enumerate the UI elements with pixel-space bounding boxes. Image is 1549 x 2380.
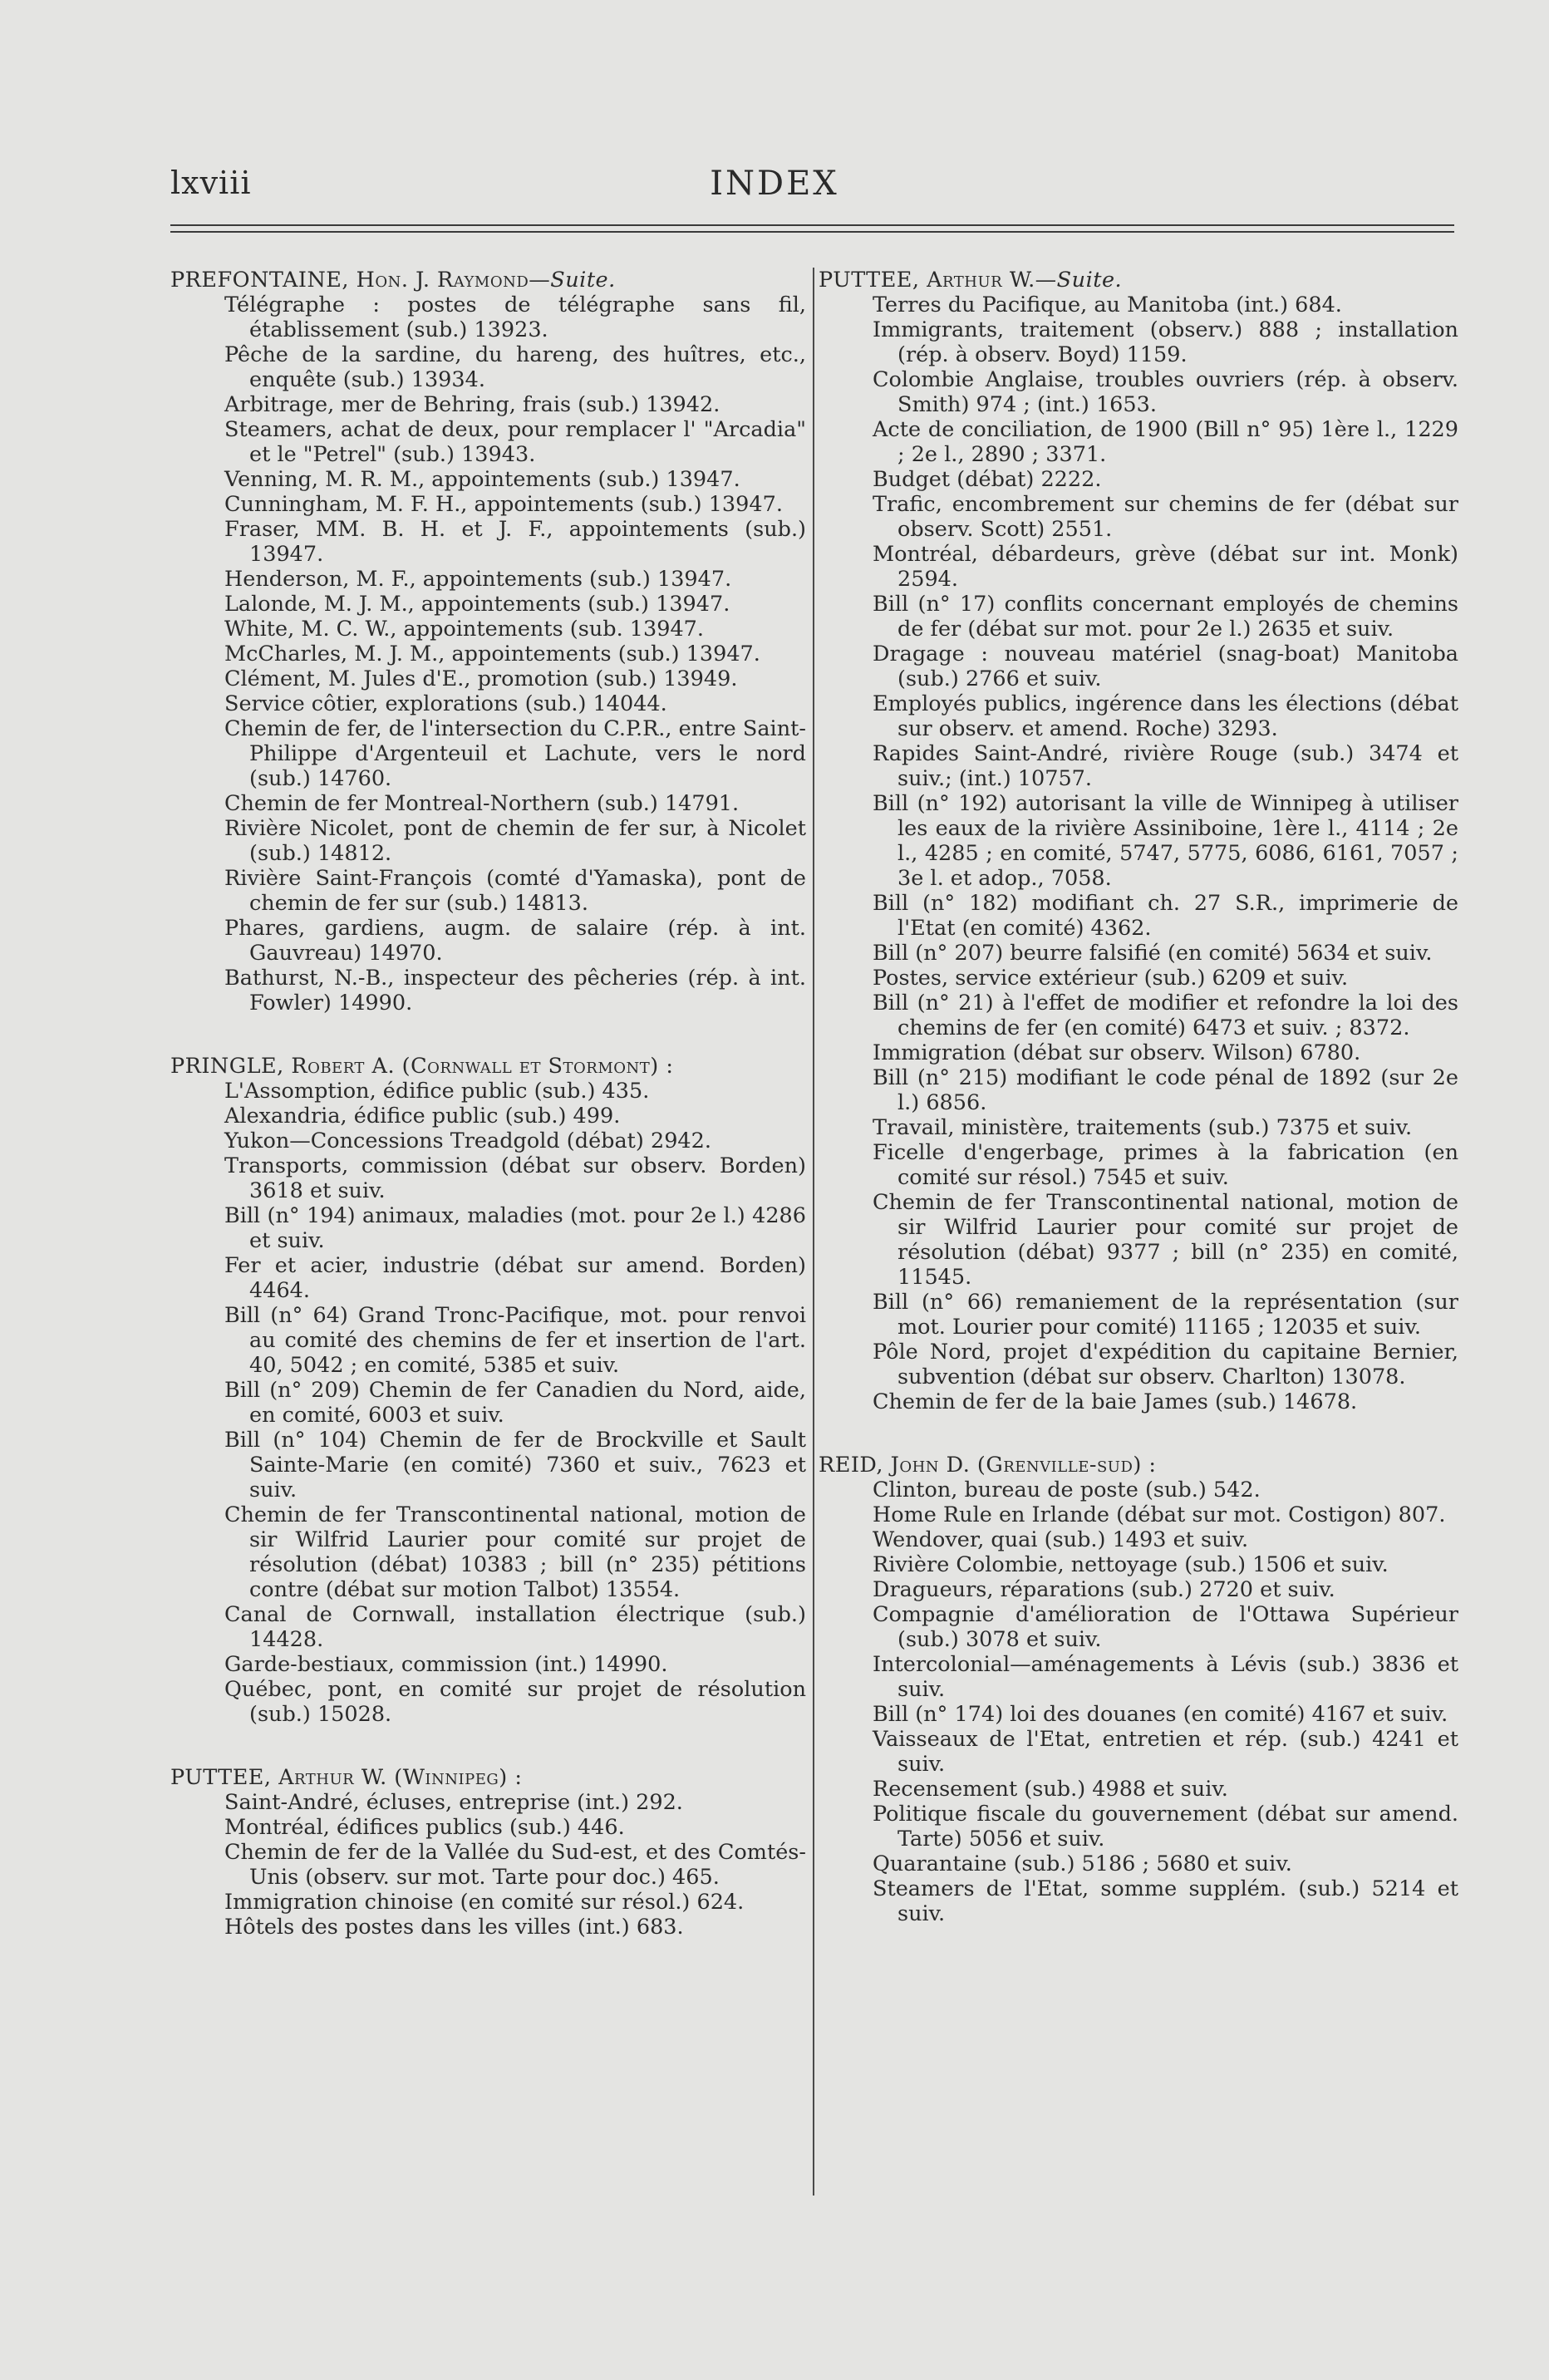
index-subentry: Employés publics, ingérence dans les élections (débat sur observ. et amend. Roche) 3293. xyxy=(873,691,1458,741)
index-subentry: Home Rule en Irlande (débat sur mot. Costigon) 807. xyxy=(873,1502,1446,1527)
entry-heading xyxy=(819,268,1458,293)
index-subentry: L'Assomption, édifice public (sub.) 435. xyxy=(224,1079,650,1104)
index-subentry: Yukon—Concessions Treadgold (débat) 2942. xyxy=(224,1129,711,1153)
entry-name: PUTTEE, Arthur W. (Winnipeg) : xyxy=(170,1765,523,1790)
index-subentry: Bill (n° 104) Chemin de fer de Brockville et Sault Sainte-Marie (en comité) 7360 et suiv., 7623 et suiv. xyxy=(224,1428,806,1502)
index-subentry: Garde-bestiaux, commission (int.) 14990. xyxy=(224,1652,668,1677)
index-subentry: Immigration (débat sur observ. Wilson) 6780. xyxy=(873,1040,1361,1065)
index-subentry: Pôle Nord, projet d'expédition du capitaine Bernier, subvention (débat sur observ. Charlton) 13078. xyxy=(873,1340,1458,1389)
left-column xyxy=(170,268,806,1978)
index-subentry: Travail, ministère, traitements (sub.) 7375 et suiv. xyxy=(873,1115,1413,1140)
index-subentry: Ficelle d'engerbage, primes à la fabrication (en comité sur résol.) 7545 et suiv. xyxy=(873,1140,1458,1190)
entry-continued-label: Suite. xyxy=(1056,268,1123,293)
index-subentry: Bill (n° 209) Chemin de fer Canadien du Nord, aide, en comité, 6003 et suiv. xyxy=(224,1378,806,1428)
index-subentry: Bill (n° 207) beurre falsifié (en comité) 5634 et suiv. xyxy=(873,941,1433,966)
index-subentry: Rivière Saint-François (comté d'Yamaska), pont de chemin de fer sur (sub.) 14813. xyxy=(224,866,806,916)
index-subentry: Transports, commission (débat sur observ. Borden) 3618 et suiv. xyxy=(224,1153,806,1203)
index-subentry: Service côtier, explorations (sub.) 14044. xyxy=(224,691,667,716)
entry-name: PUTTEE, Arthur W.— xyxy=(819,268,1057,293)
index-subentry: Henderson, M. F., appointements (sub.) 13947. xyxy=(224,567,732,592)
index-subentry: Venning, M. R. M., appointements (sub.) 13947. xyxy=(224,467,740,492)
index-subentry: Steamers, achat de deux, pour remplacer l' "Arcadia" et le "Petrel" (sub.) 13943. xyxy=(224,417,806,467)
index-subentry: Montréal, débardeurs, grève (débat sur int. Monk) 2594. xyxy=(873,542,1458,592)
header-double-rule xyxy=(170,224,1454,234)
entry-name: REID, John D. (Grenville-sud) : xyxy=(819,1453,1157,1478)
index-subentry: Alexandria, édifice public (sub.) 499. xyxy=(224,1104,621,1129)
entry-continued-label: Suite. xyxy=(550,268,616,293)
index-subentry: Trafic, encombrement sur chemins de fer (débat sur observ. Scott) 2551. xyxy=(873,492,1458,542)
index-subentry: Bill (n° 174) loi des douanes (en comité) 4167 et suiv. xyxy=(873,1702,1448,1727)
index-subentry: Postes, service extérieur (sub.) 6209 et suiv. xyxy=(873,966,1349,991)
column-divider xyxy=(813,268,814,2196)
index-entry xyxy=(819,268,1458,1414)
index-subentry: Steamers de l'Etat, somme supplém. (sub.) 5214 et suiv. xyxy=(873,1876,1458,1926)
index-subentry: Bill (n° 17) conflits concernant employés de chemins de fer (débat sur mot. pour 2e l.) 2635 et suiv. xyxy=(873,592,1458,642)
index-entry xyxy=(170,1054,806,1727)
index-subentry: Intercolonial—aménagements à Lévis (sub.) 3836 et suiv. xyxy=(873,1652,1458,1702)
index-subentry: Cunningham, M. F. H., appointements (sub.) 13947. xyxy=(224,492,783,517)
index-subentry: McCharles, M. J. M., appointements (sub.) 13947. xyxy=(224,642,760,666)
index-subentry: Rivière Colombie, nettoyage (sub.) 1506 et suiv. xyxy=(873,1552,1389,1577)
index-subentry: Bathurst, N.-B., inspecteur des pêcheries (rép. à int. Fowler) 14990. xyxy=(224,966,806,1015)
index-subentry: Quarantaine (sub.) 5186 ; 5680 et suiv. xyxy=(873,1851,1292,1876)
index-subentry: Phares, gardiens, augm. de salaire (rép. à int. Gauvreau) 14970. xyxy=(224,916,806,966)
right-column xyxy=(819,268,1458,1964)
index-subentry: Bill (n° 215) modifiant le code pénal de 1892 (sur 2e l.) 6856. xyxy=(873,1065,1458,1115)
index-subentry: Chemin de fer de la Vallée du Sud-est, et des Comtés-Unis (observ. sur mot. Tarte pour doc.) 465. xyxy=(224,1840,806,1890)
index-subentry: Arbitrage, mer de Behring, frais (sub.) 13942. xyxy=(224,392,720,417)
entry-heading xyxy=(170,268,806,293)
index-subentry: Clément, M. Jules d'E., promotion (sub.) 13949. xyxy=(224,666,738,691)
index-subentry: Canal de Cornwall, installation électrique (sub.) 14428. xyxy=(224,1602,806,1652)
index-subentry: Fraser, MM. B. H. et J. F., appointements (sub.) 13947. xyxy=(224,517,806,567)
index-entry xyxy=(170,268,806,1015)
entry-heading xyxy=(170,1054,806,1079)
index-subentry: Saint-André, écluses, entreprise (int.) 292. xyxy=(224,1790,683,1815)
entry-name: PREFONTAINE, Hon. J. Raymond— xyxy=(170,268,551,293)
index-subentry: Immigration chinoise (en comité sur résol.) 624. xyxy=(224,1890,745,1915)
entry-heading xyxy=(819,1453,1458,1478)
index-subentry: Budget (débat) 2222. xyxy=(873,467,1102,492)
index-subentry: Chemin de fer de la baie James (sub.) 14678. xyxy=(873,1389,1358,1414)
index-subentry: Pêche de la sardine, du hareng, des huîtres, etc., enquête (sub.) 13934. xyxy=(224,342,806,392)
running-title: INDEX xyxy=(710,165,839,203)
index-entry xyxy=(819,1453,1458,1926)
index-subentry: Lalonde, M. J. M., appointements (sub.) 13947. xyxy=(224,592,730,617)
index-subentry: Bill (n° 182) modifiant ch. 27 S.R., imprimerie de l'Etat (en comité) 4362. xyxy=(873,891,1458,941)
index-subentry: Chemin de fer Transcontinental national, motion de sir Wilfrid Laurier pour comité sur projet de résolution (débat) 10383 ; bill (n° 235) pétitions contre (débat sur motion Talbot) 13554. xyxy=(224,1502,806,1602)
index-subentry: Bill (n° 192) autorisant la ville de Winnipeg à utiliser les eaux de la rivière Assiniboine, 1ère l., 4114 ; 2e l., 4285 ; en comité, 5747, 5775, 6086, 6161, 7057 ; 3e l. et adop., 7058. xyxy=(873,791,1458,891)
index-subentry: Rivière Nicolet, pont de chemin de fer sur, à Nicolet (sub.) 14812. xyxy=(224,816,806,866)
index-subentry: Colombie Anglaise, troubles ouvriers (rép. à observ. Smith) 974 ; (int.) 1653. xyxy=(873,367,1458,417)
index-subentry: Rapides Saint-André, rivière Rouge (sub.) 3474 et suiv.; (int.) 10757. xyxy=(873,741,1458,791)
index-subentry: Compagnie d'amélioration de l'Ottawa Supérieur (sub.) 3078 et suiv. xyxy=(873,1602,1458,1652)
index-subentry: Bill (n° 64) Grand Tronc-Pacifique, mot. pour renvoi au comité des chemins de fer et insertion de l'art. 40, 5042 ; en comité, 5385 et suiv. xyxy=(224,1303,806,1378)
index-subentry: Hôtels des postes dans les villes (int.) 683. xyxy=(224,1915,684,1940)
index-subentry: Wendover, quai (sub.) 1493 et suiv. xyxy=(873,1527,1249,1552)
index-subentry: Dragueurs, réparations (sub.) 2720 et suiv. xyxy=(873,1577,1335,1602)
index-subentry: Acte de conciliation, de 1900 (Bill n° 95) 1ère l., 1229 ; 2e l., 2890 ; 3371. xyxy=(873,417,1458,467)
index-subentry: Bill (n° 66) remaniement de la représentation (sur mot. Lourier pour comité) 11165 ; 12035 et suiv. xyxy=(873,1290,1458,1340)
index-subentry: Dragage : nouveau matériel (snag-boat) Manitoba (sub.) 2766 et suiv. xyxy=(873,642,1458,691)
index-subentry: Fer et acier, industrie (débat sur amend. Borden) 4464. xyxy=(224,1253,806,1303)
index-entry xyxy=(170,1765,806,1940)
index-subentry: Clinton, bureau de poste (sub.) 542. xyxy=(873,1478,1261,1502)
index-subentry: White, M. C. W., appointements (sub. 13947. xyxy=(224,617,705,642)
index-subentry: Vaisseaux de l'Etat, entretien et rép. (sub.) 4241 et suiv. xyxy=(873,1727,1458,1777)
index-subentry: Chemin de fer Montreal-Northern (sub.) 14791. xyxy=(224,791,740,816)
index-subentry: Montréal, édifices publics (sub.) 446. xyxy=(224,1815,625,1840)
index-subentry: Télégraphe : postes de télégraphe sans fil, établissement (sub.) 13923. xyxy=(224,293,806,342)
entry-heading xyxy=(170,1765,806,1790)
index-subentry: Chemin de fer, de l'intersection du C.P.R., entre Saint-Philippe d'Argenteuil et Lachute, vers le nord (sub.) 14760. xyxy=(224,716,806,791)
index-subentry: Québec, pont, en comité sur projet de résolution (sub.) 15028. xyxy=(224,1677,806,1727)
index-subentry: Immigrants, traitement (observ.) 888 ; installation (rép. à observ. Boyd) 1159. xyxy=(873,317,1458,367)
index-subentry: Chemin de fer Transcontinental national, motion de sir Wilfrid Laurier pour comité sur projet de résolution (débat) 9377 ; bill (n° 235) en comité, 11545. xyxy=(873,1190,1458,1290)
index-subentry: Recensement (sub.) 4988 et suiv. xyxy=(873,1777,1228,1802)
index-subentry: Politique fiscale du gouvernement (débat sur amend. Tarte) 5056 et suiv. xyxy=(873,1802,1458,1851)
index-subentry: Terres du Pacifique, au Manitoba (int.) 684. xyxy=(873,293,1342,317)
index-subentry: Bill (n° 21) à l'effet de modifier et refondre la loi des chemins de fer (en comité) 6473 et suiv. ; 8372. xyxy=(873,991,1458,1040)
index-subentry: Bill (n° 194) animaux, maladies (mot. pour 2e l.) 4286 et suiv. xyxy=(224,1203,806,1253)
entry-name: PRINGLE, Robert A. (Cornwall et Stormont) : xyxy=(170,1054,674,1079)
page-number: lxviii xyxy=(170,165,252,201)
